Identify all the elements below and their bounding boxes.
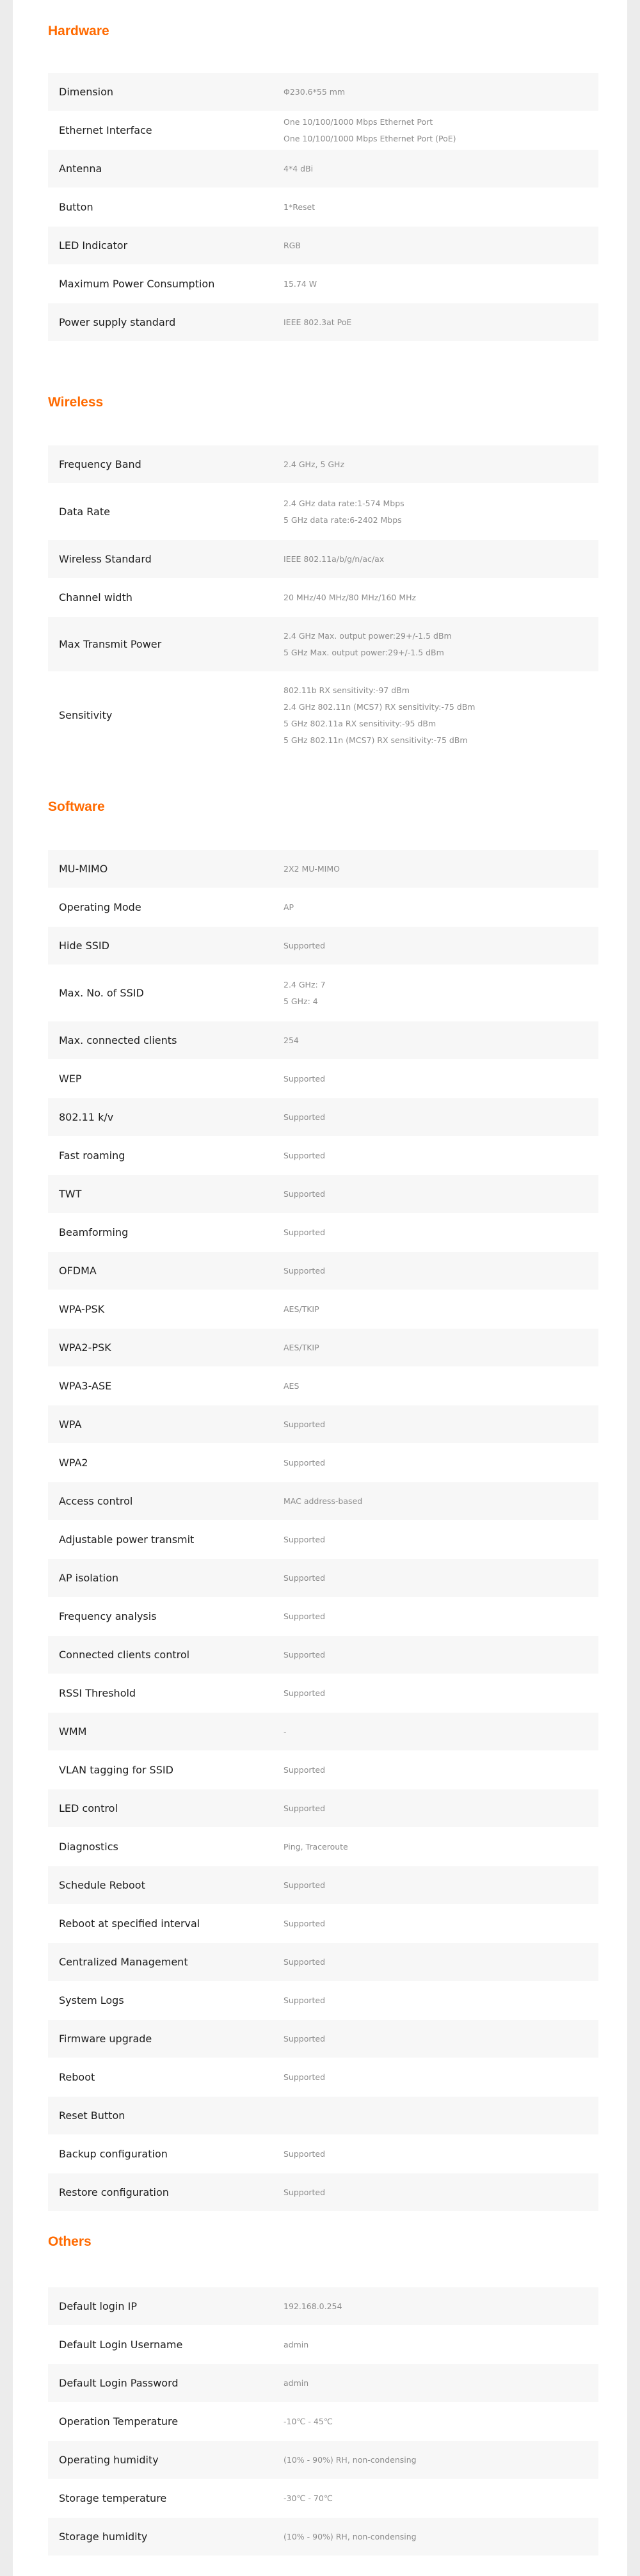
spec-label: WPA-PSK xyxy=(59,1303,105,1315)
spec-value xyxy=(284,1954,598,1971)
spec-value-line: Supported xyxy=(284,1956,326,1967)
spec-value-line: Supported xyxy=(284,1611,326,1621)
spec-value-line: 5 GHz: 4 xyxy=(284,996,318,1006)
spec-row xyxy=(48,2326,598,2364)
spec-label: Reboot at specified interval xyxy=(59,1917,200,1930)
spec-row xyxy=(48,1597,598,1636)
spec-label: Operating humidity xyxy=(59,2454,159,2466)
spec-value-line: 2.4 GHz: 7 xyxy=(284,979,326,989)
spec-row xyxy=(48,1905,598,1943)
spec-label: Max. No. of SSID xyxy=(59,987,144,999)
spec-value-line: -30℃ - 70℃ xyxy=(284,2493,333,2503)
spec-value-line: 15.74 W xyxy=(284,278,317,289)
spec-label: Restore configuration xyxy=(59,2186,169,2198)
spec-label: Default Login Password xyxy=(59,2377,179,2389)
spec-value-line: Supported xyxy=(284,1572,326,1583)
spec-label: Frequency analysis xyxy=(59,1610,157,1622)
spec-value xyxy=(284,84,598,100)
spec-value xyxy=(284,2452,598,2468)
spec-row xyxy=(48,1213,598,1252)
spec-value xyxy=(284,1570,598,1587)
spec-row xyxy=(48,1060,598,1098)
spec-row xyxy=(48,579,598,617)
spec-table-software xyxy=(48,850,598,2212)
spec-value-line: Supported xyxy=(284,1457,326,1468)
spec-row xyxy=(48,1175,598,1213)
spec-label: Power supply standard xyxy=(59,316,176,328)
spec-value xyxy=(284,2069,598,2086)
spec-label: WPA2-PSK xyxy=(59,1341,111,1354)
spec-row xyxy=(48,484,598,540)
spec-value-line: Supported xyxy=(284,2148,326,2159)
spec-value xyxy=(284,2184,598,2201)
spec-value-line: 2.4 GHz 802.11n (MCS7) RX sensitivity:-75 dBm xyxy=(284,701,476,712)
spec-value xyxy=(284,276,598,292)
spec-value xyxy=(284,938,598,954)
spec-label: OFDMA xyxy=(59,1265,97,1277)
spec-value xyxy=(284,1724,598,1740)
spec-value-line: Supported xyxy=(284,2187,326,2197)
spec-value-line: IEEE 802.11a/b/g/n/ac/ax xyxy=(284,554,385,564)
spec-row xyxy=(48,965,598,1021)
spec-value xyxy=(284,2529,598,2545)
spec-value-line: Supported xyxy=(284,1688,326,1698)
spec-row xyxy=(48,1521,598,1559)
spec-label: Operating Mode xyxy=(59,901,141,913)
spec-label: Storage temperature xyxy=(59,2492,167,2504)
spec-value xyxy=(284,1340,598,1356)
spec-value xyxy=(284,2298,598,2315)
spec-label: WPA3-ASE xyxy=(59,1380,112,1392)
spec-value xyxy=(284,1839,598,1855)
spec-value xyxy=(284,899,598,916)
spec-label: Default Login Username xyxy=(59,2339,183,2351)
spec-value xyxy=(284,114,598,147)
spec-value-line: Supported xyxy=(284,1265,326,1276)
spec-value xyxy=(284,1877,598,1894)
spec-row xyxy=(48,1828,598,1866)
spec-row xyxy=(48,2441,598,2479)
spec-value-line: Supported xyxy=(284,1150,326,1160)
spec-value-line: One 10/100/1000 Mbps Ethernet Port (PoE) xyxy=(284,133,456,143)
spec-value xyxy=(284,2337,598,2353)
spec-value-line: 5 GHz 802.11n (MCS7) RX sensitivity:-75 dBm xyxy=(284,735,468,745)
spec-value-line: MAC address-based xyxy=(284,1496,363,1506)
spec-row xyxy=(48,303,598,342)
spec-row xyxy=(48,1751,598,1789)
spec-value-line: Supported xyxy=(284,1188,326,1199)
spec-value xyxy=(284,2146,598,2163)
spec-value-line: Supported xyxy=(284,1227,326,1237)
spec-value-line: admin xyxy=(284,2339,309,2349)
spec-value xyxy=(284,589,598,606)
spec-value-line: 2X2 MU-MIMO xyxy=(284,863,340,874)
spec-label: Firmware upgrade xyxy=(59,2033,152,2045)
spec-row xyxy=(48,1559,598,1597)
spec-value-line: Supported xyxy=(284,1880,326,1890)
spec-label: Fast roaming xyxy=(59,1149,125,1162)
spec-value xyxy=(284,314,598,331)
spec-value-line: 254 xyxy=(284,1035,299,1045)
spec-value xyxy=(284,1148,598,1164)
spec-row xyxy=(48,2058,598,2097)
spec-label: MU-MIMO xyxy=(59,863,108,875)
spec-value-line: AES/TKIP xyxy=(284,1304,319,1314)
spec-value xyxy=(284,1071,598,1087)
spec-value xyxy=(284,1647,598,1663)
spec-label: Default login IP xyxy=(59,2300,137,2312)
spec-value xyxy=(284,1301,598,1318)
spec-value xyxy=(284,199,598,216)
spec-value xyxy=(284,977,598,1010)
spec-value xyxy=(284,1762,598,1779)
spec-value xyxy=(284,237,598,254)
spec-value-line: Supported xyxy=(284,1764,326,1775)
spec-value-line: - xyxy=(284,1726,287,1736)
spec-value-line: -10℃ - 45℃ xyxy=(284,2416,333,2426)
spec-value xyxy=(284,1263,598,1279)
spec-row xyxy=(48,540,598,579)
spec-value-line: Supported xyxy=(284,1995,326,2005)
spec-value xyxy=(284,2413,598,2430)
spec-value xyxy=(284,1186,598,1203)
spec-value-line: Supported xyxy=(284,1649,326,1660)
spec-row xyxy=(48,1636,598,1674)
spec-value-line: One 10/100/1000 Mbps Ethernet Port xyxy=(284,116,433,127)
spec-value-line: Supported xyxy=(284,940,326,950)
spec-value-line: AP xyxy=(284,902,294,912)
spec-row xyxy=(48,1405,598,1444)
spec-label: VLAN tagging for SSID xyxy=(59,1764,173,1776)
spec-value-line: Supported xyxy=(284,1419,326,1429)
spec-value xyxy=(284,1685,598,1702)
spec-value-line: 1*Reset xyxy=(284,202,316,212)
spec-value-line: IEEE 802.3at PoE xyxy=(284,317,352,327)
spec-value xyxy=(284,1455,598,1471)
spec-value xyxy=(284,1416,598,1433)
spec-value-line: Supported xyxy=(284,1073,326,1084)
spec-table-hardware xyxy=(48,73,598,342)
spec-label: WPA xyxy=(59,1418,82,1430)
spec-value xyxy=(284,551,598,568)
spec-value-line: Supported xyxy=(284,1534,326,1544)
spec-value-line: RGB xyxy=(284,240,301,250)
spec-row xyxy=(48,111,598,150)
spec-value-line: admin xyxy=(284,2378,309,2388)
spec-row xyxy=(48,1981,598,2020)
spec-label: Button xyxy=(59,201,93,213)
section-title-hardware: Hardware xyxy=(48,24,109,38)
spec-value-line: 2.4 GHz data rate:1-574 Mbps xyxy=(284,498,404,508)
section-title-software: Software xyxy=(48,799,105,814)
spec-value xyxy=(284,1608,598,1625)
spec-row xyxy=(48,1137,598,1175)
spec-row xyxy=(48,1444,598,1482)
spec-row xyxy=(48,1789,598,1828)
spec-label: Operation Temperature xyxy=(59,2415,179,2428)
spec-label: TWT xyxy=(59,1188,82,1200)
spec-label: Beamforming xyxy=(59,1226,129,1238)
spec-label: LED Indicator xyxy=(59,239,128,252)
spec-label: Channel width xyxy=(59,591,132,604)
spec-label: System Logs xyxy=(59,1994,124,2006)
spec-value xyxy=(284,161,598,177)
spec-value-line: Supported xyxy=(284,1918,326,1928)
spec-row xyxy=(48,2173,598,2212)
spec-value xyxy=(284,456,598,473)
spec-row xyxy=(48,1252,598,1290)
spec-table-others xyxy=(48,2287,598,2556)
spec-value-line: Supported xyxy=(284,1112,326,1122)
spec-label: Storage humidity xyxy=(59,2531,148,2543)
spec-row xyxy=(48,1329,598,1367)
spec-row xyxy=(48,1482,598,1521)
spec-value xyxy=(284,682,598,749)
spec-row xyxy=(48,1866,598,1905)
spec-label: Ethernet Interface xyxy=(59,124,152,136)
spec-row xyxy=(48,617,598,672)
spec-label: Dimension xyxy=(59,86,114,98)
spec-value xyxy=(284,1916,598,1932)
spec-value-line: 5 GHz data rate:6-2402 Mbps xyxy=(284,515,402,525)
spec-value-line: Φ230.6*55 mm xyxy=(284,86,346,97)
spec-value-line: (10% - 90%) RH, non-condensing xyxy=(284,2531,417,2541)
spec-value-line: 802.11b RX sensitivity:-97 dBm xyxy=(284,685,410,695)
spec-label: Reset Button xyxy=(59,2109,125,2122)
spec-row xyxy=(48,2518,598,2556)
spec-row xyxy=(48,2020,598,2058)
spec-value-line: 5 GHz 802.11a RX sensitivity:-95 dBm xyxy=(284,718,436,728)
spec-page xyxy=(13,0,627,2576)
spec-value-line: (10% - 90%) RH, non-condensing xyxy=(284,2454,417,2465)
spec-label: WEP xyxy=(59,1073,82,1085)
spec-row xyxy=(48,445,598,484)
spec-row xyxy=(48,150,598,188)
spec-label: Maximum Power Consumption xyxy=(59,278,215,290)
spec-value xyxy=(284,1800,598,1817)
spec-value xyxy=(284,628,598,661)
spec-value xyxy=(284,2031,598,2047)
spec-row xyxy=(48,888,598,927)
spec-label: Antenna xyxy=(59,163,102,175)
spec-label: Sensitivity xyxy=(59,709,113,721)
spec-row xyxy=(48,73,598,111)
spec-value xyxy=(284,861,598,877)
spec-label: 802.11 k/v xyxy=(59,1111,114,1123)
spec-value-line: AES xyxy=(284,1380,300,1391)
spec-row xyxy=(48,265,598,303)
spec-value-line: 2.4 GHz, 5 GHz xyxy=(284,459,345,469)
spec-label: Connected clients control xyxy=(59,1649,190,1661)
spec-label: Wireless Standard xyxy=(59,553,152,565)
spec-label: Centralized Management xyxy=(59,1956,188,1968)
spec-value xyxy=(284,1493,598,1510)
spec-value-line: Supported xyxy=(284,2033,326,2044)
spec-row xyxy=(48,850,598,888)
spec-row xyxy=(48,1021,598,1060)
spec-row xyxy=(48,188,598,227)
spec-value-line: 192.168.0.254 xyxy=(284,2301,342,2311)
spec-value xyxy=(284,1532,598,1548)
spec-row xyxy=(48,1943,598,1981)
spec-value xyxy=(284,2490,598,2507)
spec-label: Frequency Band xyxy=(59,458,141,470)
spec-label: WPA2 xyxy=(59,1457,88,1469)
spec-value xyxy=(284,495,598,529)
spec-row xyxy=(48,2479,598,2518)
spec-value xyxy=(284,1109,598,1126)
spec-value-line: Supported xyxy=(284,1803,326,1813)
spec-label: Adjustable power transmit xyxy=(59,1533,195,1546)
spec-label: Max. connected clients xyxy=(59,1034,177,1046)
spec-label: Hide SSID xyxy=(59,940,109,952)
section-title-others: Others xyxy=(48,2234,92,2249)
spec-row xyxy=(48,2097,598,2135)
spec-label: Schedule Reboot xyxy=(59,1879,145,1891)
spec-value-line: 5 GHz Max. output power:29+/-1.5 dBm xyxy=(284,647,444,657)
spec-row xyxy=(48,1367,598,1405)
spec-row xyxy=(48,1713,598,1751)
spec-row xyxy=(48,927,598,965)
spec-row xyxy=(48,2403,598,2441)
spec-value xyxy=(284,1992,598,2009)
spec-value xyxy=(284,1224,598,1241)
spec-value-line: Supported xyxy=(284,2072,326,2082)
spec-value xyxy=(284,2375,598,2392)
spec-row xyxy=(48,1098,598,1137)
spec-row xyxy=(48,1290,598,1329)
spec-label: Access control xyxy=(59,1495,133,1507)
spec-label: Reboot xyxy=(59,2071,95,2083)
spec-value-line: Ping, Traceroute xyxy=(284,1841,348,1852)
spec-value-line: 2.4 GHz Max. output power:29+/-1.5 dBm xyxy=(284,630,452,641)
spec-label: RSSI Threshold xyxy=(59,1687,136,1699)
spec-label: Backup configuration xyxy=(59,2148,168,2160)
spec-label: Max Transmit Power xyxy=(59,638,162,650)
spec-value xyxy=(284,1032,598,1049)
spec-row xyxy=(48,227,598,265)
spec-row xyxy=(48,1674,598,1713)
spec-value-line: AES/TKIP xyxy=(284,1342,319,1352)
spec-label: LED control xyxy=(59,1802,118,1814)
spec-value-line: 20 MHz/40 MHz/80 MHz/160 MHz xyxy=(284,592,417,602)
spec-label: WMM xyxy=(59,1725,87,1738)
spec-row xyxy=(48,2287,598,2326)
spec-value xyxy=(284,1378,598,1395)
spec-label: Data Rate xyxy=(59,506,110,518)
spec-value-line: 4*4 dBi xyxy=(284,163,314,173)
spec-row xyxy=(48,2364,598,2403)
spec-row xyxy=(48,2135,598,2173)
spec-row xyxy=(48,672,598,759)
spec-table-wireless xyxy=(48,445,598,759)
section-title-wireless: Wireless xyxy=(48,395,104,410)
spec-label: Diagnostics xyxy=(59,1841,118,1853)
spec-label: AP isolation xyxy=(59,1572,119,1584)
